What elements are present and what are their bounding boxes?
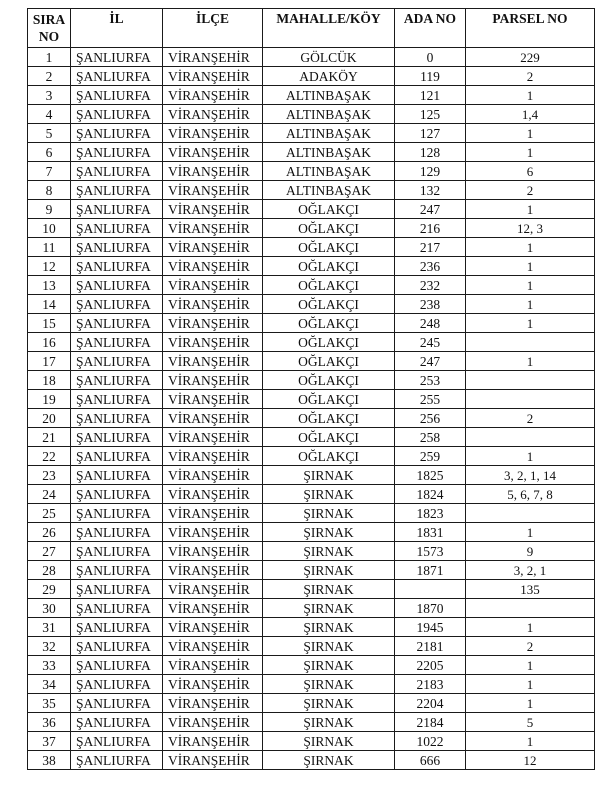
- cell-parsel-no: 9: [466, 542, 595, 561]
- table-row: [28, 485, 595, 504]
- cell-parsel-no: 2: [466, 67, 595, 86]
- cell-sira-no: 29: [28, 580, 71, 599]
- cell-ada-no: 2204: [395, 694, 466, 713]
- cell-il: ŞANLIURFA: [71, 713, 163, 732]
- cell-il: ŞANLIURFA: [71, 751, 163, 770]
- cell-il: ŞANLIURFA: [71, 105, 163, 124]
- cell-ada-no: 232: [395, 276, 466, 295]
- cell-parsel-no: 2: [466, 181, 595, 200]
- cell-ada-no: 1573: [395, 542, 466, 561]
- cell-il: ŞANLIURFA: [71, 124, 163, 143]
- cell-il: ŞANLIURFA: [71, 409, 163, 428]
- table-row: [28, 504, 595, 523]
- cell-sira-no: 18: [28, 371, 71, 390]
- cell-ada-no: 2181: [395, 637, 466, 656]
- cell-mahalle-koy: ŞIRNAK: [263, 523, 395, 542]
- header-ada-no: ADA NO: [395, 9, 466, 48]
- cell-ilce: VİRANŞEHİR: [163, 314, 263, 333]
- cell-il: ŞANLIURFA: [71, 542, 163, 561]
- cell-mahalle-koy: ALTINBAŞAK: [263, 181, 395, 200]
- table-row: [28, 295, 595, 314]
- cell-mahalle-koy: OĞLAKÇI: [263, 447, 395, 466]
- table-row: [28, 86, 595, 105]
- cell-il: ŞANLIURFA: [71, 371, 163, 390]
- cell-ilce: VİRANŞEHİR: [163, 504, 263, 523]
- cell-sira-no: 30: [28, 599, 71, 618]
- cell-ilce: VİRANŞEHİR: [163, 656, 263, 675]
- cell-ada-no: 255: [395, 390, 466, 409]
- cell-ada-no: 253: [395, 371, 466, 390]
- cell-sira-no: 9: [28, 200, 71, 219]
- cell-mahalle-koy: OĞLAKÇI: [263, 200, 395, 219]
- cell-il: ŞANLIURFA: [71, 200, 163, 219]
- cell-sira-no: 4: [28, 105, 71, 124]
- cell-ilce: VİRANŞEHİR: [163, 599, 263, 618]
- cell-ada-no: 1825: [395, 466, 466, 485]
- cell-mahalle-koy: ŞIRNAK: [263, 561, 395, 580]
- cell-mahalle-koy: ŞIRNAK: [263, 656, 395, 675]
- table-row: [28, 219, 595, 238]
- cell-sira-no: 3: [28, 86, 71, 105]
- table-row: [28, 447, 595, 466]
- cell-il: ŞANLIURFA: [71, 67, 163, 86]
- cell-mahalle-koy: OĞLAKÇI: [263, 428, 395, 447]
- cell-ada-no: 247: [395, 352, 466, 371]
- table-row: [28, 542, 595, 561]
- header-parsel-no: PARSEL NO: [466, 9, 595, 48]
- cell-mahalle-koy: OĞLAKÇI: [263, 409, 395, 428]
- cell-sira-no: 26: [28, 523, 71, 542]
- cell-sira-no: 24: [28, 485, 71, 504]
- cell-parsel-no: 5, 6, 7, 8: [466, 485, 595, 504]
- cell-parsel-no: 12, 3: [466, 219, 595, 238]
- cell-parsel-no: [466, 599, 595, 618]
- cell-mahalle-koy: ALTINBAŞAK: [263, 124, 395, 143]
- cell-ilce: VİRANŞEHİR: [163, 200, 263, 219]
- cell-mahalle-koy: OĞLAKÇI: [263, 219, 395, 238]
- cell-ada-no: 121: [395, 86, 466, 105]
- parcel-list-document: [27, 8, 594, 770]
- cell-sira-no: 34: [28, 675, 71, 694]
- cell-ilce: VİRANŞEHİR: [163, 542, 263, 561]
- cell-il: ŞANLIURFA: [71, 523, 163, 542]
- cell-sira-no: 15: [28, 314, 71, 333]
- cell-ada-no: [395, 580, 466, 599]
- cell-il: ŞANLIURFA: [71, 485, 163, 504]
- cell-parsel-no: 2: [466, 637, 595, 656]
- cell-mahalle-koy: ŞIRNAK: [263, 580, 395, 599]
- cell-sira-no: 2: [28, 67, 71, 86]
- cell-il: ŞANLIURFA: [71, 675, 163, 694]
- cell-ilce: VİRANŞEHİR: [163, 713, 263, 732]
- cell-mahalle-koy: ŞIRNAK: [263, 542, 395, 561]
- cell-ilce: VİRANŞEHİR: [163, 523, 263, 542]
- cell-il: ŞANLIURFA: [71, 599, 163, 618]
- cell-ada-no: 217: [395, 238, 466, 257]
- cell-sira-no: 6: [28, 143, 71, 162]
- cell-mahalle-koy: ŞIRNAK: [263, 675, 395, 694]
- table-row: [28, 675, 595, 694]
- cell-ada-no: 248: [395, 314, 466, 333]
- cell-il: ŞANLIURFA: [71, 181, 163, 200]
- cell-il: ŞANLIURFA: [71, 561, 163, 580]
- cell-ada-no: 236: [395, 257, 466, 276]
- table-row: [28, 694, 595, 713]
- cell-parsel-no: [466, 333, 595, 352]
- cell-il: ŞANLIURFA: [71, 428, 163, 447]
- table-row: [28, 371, 595, 390]
- cell-parsel-no: 1: [466, 124, 595, 143]
- cell-mahalle-koy: OĞLAKÇI: [263, 238, 395, 257]
- cell-mahalle-koy: OĞLAKÇI: [263, 371, 395, 390]
- cell-ada-no: 129: [395, 162, 466, 181]
- cell-parsel-no: 1: [466, 675, 595, 694]
- header-ilce: İLÇE: [163, 9, 263, 48]
- cell-sira-no: 37: [28, 732, 71, 751]
- header-il: İL: [71, 9, 163, 48]
- cell-ilce: VİRANŞEHİR: [163, 238, 263, 257]
- table-header: [28, 9, 595, 48]
- cell-ilce: VİRANŞEHİR: [163, 694, 263, 713]
- cell-mahalle-koy: ŞIRNAK: [263, 618, 395, 637]
- cell-sira-no: 23: [28, 466, 71, 485]
- table-row: [28, 390, 595, 409]
- cell-parsel-no: 1: [466, 732, 595, 751]
- table-row: [28, 276, 595, 295]
- cell-ada-no: 0: [395, 48, 466, 67]
- table-row: [28, 162, 595, 181]
- cell-mahalle-koy: ADAKÖY: [263, 67, 395, 86]
- cell-parsel-no: 1: [466, 618, 595, 637]
- cell-ilce: VİRANŞEHİR: [163, 428, 263, 447]
- cell-ada-no: 238: [395, 295, 466, 314]
- cell-sira-no: 7: [28, 162, 71, 181]
- cell-ada-no: 1831: [395, 523, 466, 542]
- cell-parsel-no: [466, 390, 595, 409]
- cell-il: ŞANLIURFA: [71, 162, 163, 181]
- parcel-table: [27, 8, 595, 770]
- header-sira-line1: SIRA: [32, 12, 66, 27]
- cell-mahalle-koy: ŞIRNAK: [263, 713, 395, 732]
- table-row: [28, 409, 595, 428]
- table-row: [28, 523, 595, 542]
- table-row: [28, 143, 595, 162]
- cell-il: ŞANLIURFA: [71, 504, 163, 523]
- cell-sira-no: 31: [28, 618, 71, 637]
- cell-il: ŞANLIURFA: [71, 238, 163, 257]
- cell-mahalle-koy: OĞLAKÇI: [263, 390, 395, 409]
- cell-sira-no: 13: [28, 276, 71, 295]
- cell-parsel-no: 1: [466, 143, 595, 162]
- cell-ada-no: 119: [395, 67, 466, 86]
- table-body: [28, 48, 595, 770]
- cell-il: ŞANLIURFA: [71, 637, 163, 656]
- table-row: [28, 656, 595, 675]
- cell-ada-no: 247: [395, 200, 466, 219]
- cell-mahalle-koy: ŞIRNAK: [263, 466, 395, 485]
- cell-parsel-no: 3, 2, 1: [466, 561, 595, 580]
- cell-ilce: VİRANŞEHİR: [163, 352, 263, 371]
- cell-sira-no: 19: [28, 390, 71, 409]
- table-row: [28, 637, 595, 656]
- table-row: [28, 257, 595, 276]
- cell-sira-no: 28: [28, 561, 71, 580]
- cell-mahalle-koy: ŞIRNAK: [263, 485, 395, 504]
- cell-sira-no: 38: [28, 751, 71, 770]
- cell-sira-no: 35: [28, 694, 71, 713]
- cell-il: ŞANLIURFA: [71, 352, 163, 371]
- cell-il: ŞANLIURFA: [71, 466, 163, 485]
- cell-il: ŞANLIURFA: [71, 656, 163, 675]
- cell-mahalle-koy: ŞIRNAK: [263, 599, 395, 618]
- cell-il: ŞANLIURFA: [71, 694, 163, 713]
- cell-parsel-no: 135: [466, 580, 595, 599]
- cell-ada-no: 127: [395, 124, 466, 143]
- cell-il: ŞANLIURFA: [71, 143, 163, 162]
- cell-parsel-no: 1: [466, 656, 595, 675]
- cell-il: ŞANLIURFA: [71, 580, 163, 599]
- cell-ilce: VİRANŞEHİR: [163, 409, 263, 428]
- cell-ada-no: 2205: [395, 656, 466, 675]
- cell-ilce: VİRANŞEHİR: [163, 48, 263, 67]
- cell-mahalle-koy: GÖLCÜK: [263, 48, 395, 67]
- cell-mahalle-koy: ALTINBAŞAK: [263, 105, 395, 124]
- table-row: [28, 751, 595, 770]
- table-row: [28, 48, 595, 67]
- cell-parsel-no: [466, 428, 595, 447]
- cell-mahalle-koy: ALTINBAŞAK: [263, 143, 395, 162]
- cell-ilce: VİRANŞEHİR: [163, 257, 263, 276]
- cell-ilce: VİRANŞEHİR: [163, 466, 263, 485]
- cell-mahalle-koy: ŞIRNAK: [263, 751, 395, 770]
- cell-ilce: VİRANŞEHİR: [163, 219, 263, 238]
- cell-ilce: VİRANŞEHİR: [163, 67, 263, 86]
- cell-parsel-no: 5: [466, 713, 595, 732]
- cell-ilce: VİRANŞEHİR: [163, 390, 263, 409]
- cell-mahalle-koy: OĞLAKÇI: [263, 333, 395, 352]
- table-row: [28, 561, 595, 580]
- cell-parsel-no: [466, 504, 595, 523]
- cell-mahalle-koy: ŞIRNAK: [263, 504, 395, 523]
- table-row: [28, 238, 595, 257]
- cell-mahalle-koy: ŞIRNAK: [263, 694, 395, 713]
- cell-ilce: VİRANŞEHİR: [163, 675, 263, 694]
- cell-il: ŞANLIURFA: [71, 314, 163, 333]
- cell-ilce: VİRANŞEHİR: [163, 485, 263, 504]
- table-row: [28, 124, 595, 143]
- cell-parsel-no: 1: [466, 257, 595, 276]
- cell-parsel-no: 1: [466, 314, 595, 333]
- cell-sira-no: 5: [28, 124, 71, 143]
- table-row: [28, 732, 595, 751]
- cell-sira-no: 14: [28, 295, 71, 314]
- cell-il: ŞANLIURFA: [71, 447, 163, 466]
- cell-ada-no: 2184: [395, 713, 466, 732]
- cell-ilce: VİRANŞEHİR: [163, 276, 263, 295]
- table-row: [28, 314, 595, 333]
- cell-sira-no: 21: [28, 428, 71, 447]
- header-row: [28, 9, 595, 48]
- table-row: [28, 181, 595, 200]
- cell-il: ŞANLIURFA: [71, 48, 163, 67]
- cell-parsel-no: 1: [466, 200, 595, 219]
- cell-ada-no: 216: [395, 219, 466, 238]
- table-row: [28, 618, 595, 637]
- table-row: [28, 580, 595, 599]
- cell-ada-no: 125: [395, 105, 466, 124]
- cell-sira-no: 22: [28, 447, 71, 466]
- table-row: [28, 67, 595, 86]
- header-sira-no: [28, 9, 71, 48]
- cell-il: ŞANLIURFA: [71, 732, 163, 751]
- cell-ada-no: 2183: [395, 675, 466, 694]
- cell-ilce: VİRANŞEHİR: [163, 751, 263, 770]
- cell-parsel-no: 1: [466, 694, 595, 713]
- cell-parsel-no: 1: [466, 238, 595, 257]
- cell-sira-no: 1: [28, 48, 71, 67]
- cell-parsel-no: 6: [466, 162, 595, 181]
- cell-ilce: VİRANŞEHİR: [163, 105, 263, 124]
- cell-ilce: VİRANŞEHİR: [163, 86, 263, 105]
- cell-ada-no: 259: [395, 447, 466, 466]
- cell-parsel-no: 1: [466, 523, 595, 542]
- cell-mahalle-koy: OĞLAKÇI: [263, 257, 395, 276]
- cell-il: ŞANLIURFA: [71, 295, 163, 314]
- cell-ilce: VİRANŞEHİR: [163, 732, 263, 751]
- cell-parsel-no: [466, 371, 595, 390]
- cell-il: ŞANLIURFA: [71, 86, 163, 105]
- cell-ilce: VİRANŞEHİR: [163, 295, 263, 314]
- cell-parsel-no: 1: [466, 352, 595, 371]
- cell-mahalle-koy: OĞLAKÇI: [263, 314, 395, 333]
- cell-il: ŞANLIURFA: [71, 276, 163, 295]
- cell-il: ŞANLIURFA: [71, 333, 163, 352]
- table-row: [28, 200, 595, 219]
- cell-mahalle-koy: ALTINBAŞAK: [263, 162, 395, 181]
- cell-ada-no: 1870: [395, 599, 466, 618]
- cell-ada-no: 1945: [395, 618, 466, 637]
- cell-sira-no: 8: [28, 181, 71, 200]
- cell-ada-no: 1823: [395, 504, 466, 523]
- cell-ada-no: 1824: [395, 485, 466, 504]
- table-row: [28, 599, 595, 618]
- cell-mahalle-koy: OĞLAKÇI: [263, 295, 395, 314]
- cell-parsel-no: 3, 2, 1, 14: [466, 466, 595, 485]
- cell-ilce: VİRANŞEHİR: [163, 124, 263, 143]
- header-sira-line2: NO: [38, 29, 60, 44]
- cell-ada-no: 1871: [395, 561, 466, 580]
- cell-il: ŞANLIURFA: [71, 390, 163, 409]
- cell-ada-no: 132: [395, 181, 466, 200]
- cell-sira-no: 36: [28, 713, 71, 732]
- cell-ilce: VİRANŞEHİR: [163, 371, 263, 390]
- cell-il: ŞANLIURFA: [71, 219, 163, 238]
- cell-ilce: VİRANŞEHİR: [163, 181, 263, 200]
- cell-parsel-no: 1: [466, 447, 595, 466]
- cell-sira-no: 12: [28, 257, 71, 276]
- table-row: [28, 466, 595, 485]
- cell-il: ŞANLIURFA: [71, 618, 163, 637]
- cell-sira-no: 33: [28, 656, 71, 675]
- table-row: [28, 352, 595, 371]
- cell-ilce: VİRANŞEHİR: [163, 618, 263, 637]
- cell-ilce: VİRANŞEHİR: [163, 143, 263, 162]
- cell-parsel-no: 1: [466, 295, 595, 314]
- cell-sira-no: 17: [28, 352, 71, 371]
- cell-ilce: VİRANŞEHİR: [163, 580, 263, 599]
- cell-ilce: VİRANŞEHİR: [163, 561, 263, 580]
- cell-sira-no: 20: [28, 409, 71, 428]
- cell-mahalle-koy: ŞIRNAK: [263, 637, 395, 656]
- cell-mahalle-koy: OĞLAKÇI: [263, 352, 395, 371]
- cell-ada-no: 256: [395, 409, 466, 428]
- cell-mahalle-koy: ŞIRNAK: [263, 732, 395, 751]
- cell-ada-no: 128: [395, 143, 466, 162]
- header-mahalle-koy: MAHALLE/KÖY: [263, 9, 395, 48]
- cell-sira-no: 27: [28, 542, 71, 561]
- table-row: [28, 105, 595, 124]
- cell-sira-no: 32: [28, 637, 71, 656]
- cell-ada-no: 666: [395, 751, 466, 770]
- cell-ada-no: 258: [395, 428, 466, 447]
- table-row: [28, 713, 595, 732]
- cell-sira-no: 11: [28, 238, 71, 257]
- cell-ilce: VİRANŞEHİR: [163, 637, 263, 656]
- cell-ilce: VİRANŞEHİR: [163, 162, 263, 181]
- cell-parsel-no: 229: [466, 48, 595, 67]
- cell-ilce: VİRANŞEHİR: [163, 447, 263, 466]
- cell-parsel-no: 12: [466, 751, 595, 770]
- cell-parsel-no: 1: [466, 86, 595, 105]
- cell-ada-no: 245: [395, 333, 466, 352]
- cell-il: ŞANLIURFA: [71, 257, 163, 276]
- cell-parsel-no: 2: [466, 409, 595, 428]
- cell-parsel-no: 1,4: [466, 105, 595, 124]
- cell-sira-no: 16: [28, 333, 71, 352]
- cell-sira-no: 25: [28, 504, 71, 523]
- cell-ilce: VİRANŞEHİR: [163, 333, 263, 352]
- cell-mahalle-koy: ALTINBAŞAK: [263, 86, 395, 105]
- cell-mahalle-koy: OĞLAKÇI: [263, 276, 395, 295]
- cell-ada-no: 1022: [395, 732, 466, 751]
- table-row: [28, 333, 595, 352]
- table-row: [28, 428, 595, 447]
- cell-parsel-no: 1: [466, 276, 595, 295]
- cell-sira-no: 10: [28, 219, 71, 238]
